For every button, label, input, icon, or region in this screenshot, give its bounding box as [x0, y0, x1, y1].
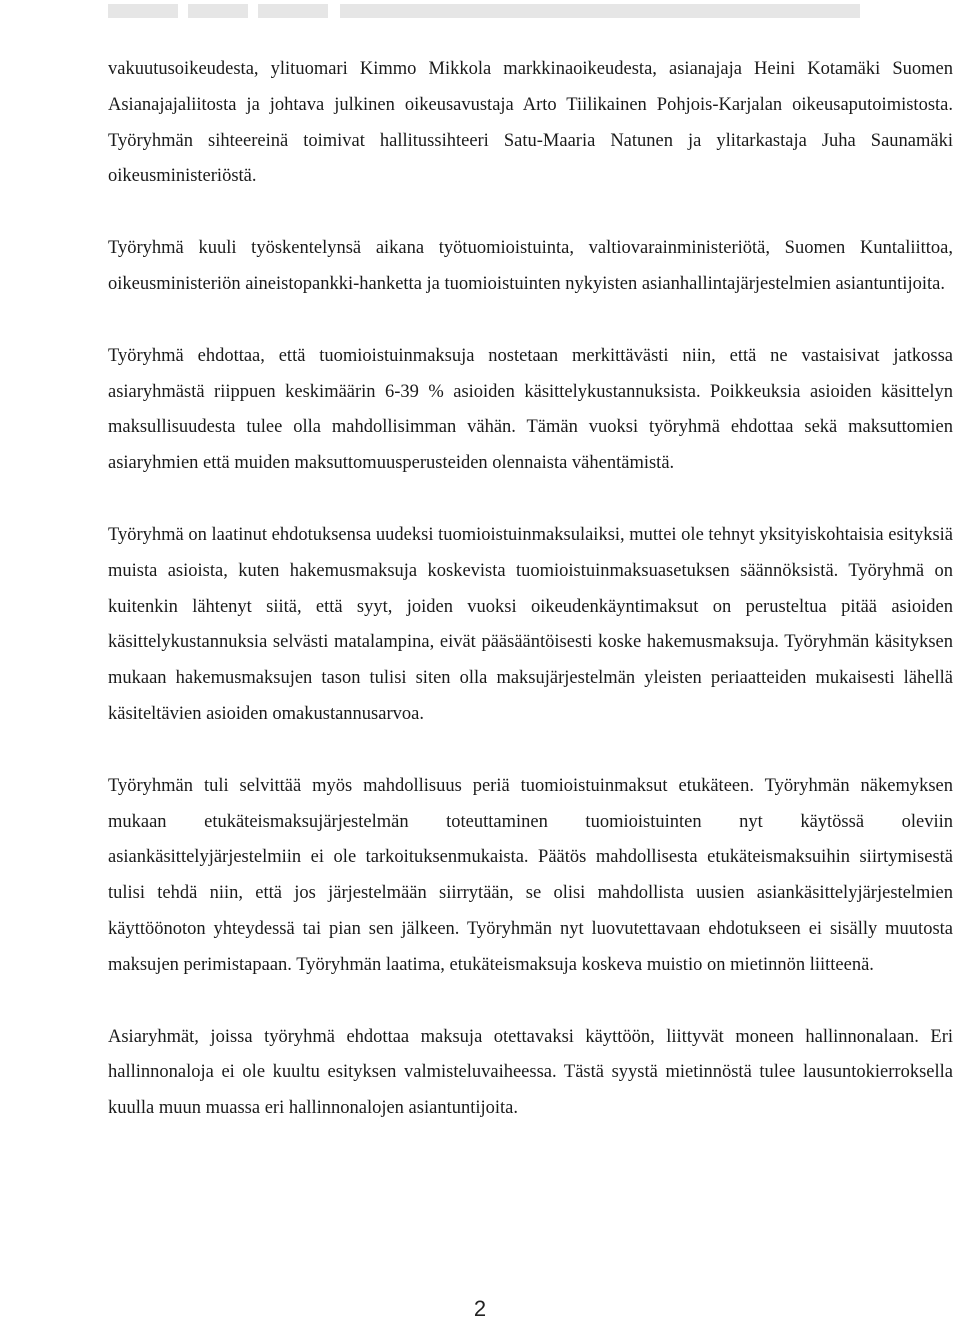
page-number: 2 — [473, 1296, 487, 1321]
scan-artifact-segment — [108, 4, 178, 18]
paragraph-6: Asiaryhmät, joissa työryhmä ehdottaa maksuja otettavaksi käyttöön, liittyvät moneen hallinnonalaan. Eri hallinnonaloja ei ole kuultu esityksen valmisteluvaiheessa. Tästä syystä mietinnöstä tulee lausuntokierroksella kuulla muun muassa eri hallinnonalojen asiantuntijoita. — [108, 1026, 953, 1119]
paragraph-4: Työryhmä on laatinut ehdotuksensa uudeksi tuomioistuinmaksulaiksi, muttei ole tehnyt yksityiskohtaisia esityksiä muista asioista, kuten hakemusmaksuja koskevista tuomioistuinmaksuasetuksen säännöksistä. Työryhmä on kuitenkin lähtenyt siitä, että syyt, joiden vuoksi oikeudenkäyntimaksut on perusteltua pitää asioiden käsittelykustannuksia selvästi matalampina, eivät pääsääntöisesti koske hakemusmaksuja. Työryhmän käsityksen mukaan hakemusmaksujen tason tulisi siten olla maksujärjestelmän yleisten periaatteiden mukaisesti lähellä käsiteltävien asioiden omakustannusarvoa. — [108, 524, 953, 724]
scan-artifact-segment — [188, 4, 248, 18]
scan-artifact-segment — [258, 4, 328, 18]
paragraph-2: Työryhmä kuuli työskentelynsä aikana työtuomioistuinta, valtiovarainministeriötä, Suomen Kuntaliittoa, oikeusministeriön aineistopankki-hanketta ja tuomioistuinten nykyisten asianhallintajärjestelmien asiantuntijoita. — [108, 238, 953, 294]
paragraph-3: Työryhmä ehdottaa, että tuomioistuinmaksuja nostetaan merkittävästi niin, että ne vastaisivat jatkossa asiaryhmästä riippuen keskimäärin 6-39 % asioiden käsittelykustannuksista. Poikkeuksia asioiden käsittelyn maksullisuudesta tulee olla mahdollisimman vähän. Tämän vuoksi työryhmä ehdottaa sekä maksuttomien asiaryhmien että muiden maksuttomuusperusteiden olennaista vähentämistä. — [108, 345, 953, 474]
scan-artifact-segment — [340, 4, 860, 18]
document-body — [108, 52, 953, 1127]
scan-header-artifact — [108, 0, 860, 22]
paragraph-1: vakuutusoikeudesta, ylituomari Kimmo Mikkola markkinaoikeudesta, asianajaja Heini Kotamäki Suomen Asianajajaliitosta ja johtava julkinen oikeusavustaja Arto Tiilikainen Pohjois-Karjalan oikeusaputoimistosta. Työryhmän sihteereinä toimivat hallitussihteeri Satu-Maaria Natunen ja ylitarkastaja Juha Saunamäki oikeusministeriöstä. — [108, 59, 953, 187]
paragraph-5: Työryhmän tuli selvittää myös mahdollisuus periä tuomioistuinmaksut etukäteen. Työryhmän näkemyksen mukaan etukäteismaksujärjestelmän toteuttaminen tuomioistuinten nyt käytössä oleviin asiankäsittelyjärjestelmiin ei ole tarkoituksenmukaista. Päätös mahdollisesta etukäteismaksuihin siirtymisestä tulisi tehdä niin, että jos järjestelmään siirrytään, se olisi mahdollista uusien asiankäsittelyjärjestelmien käyttöönoton yhteydessä tai pian sen jälkeen. Työryhmän nyt luovutettavaan ehdotukseen ei sisälly muutosta maksujen perimistapaan. Työryhmän laatima, etukäteismaksuja koskeva muistio on mietinnön liitteenä. — [108, 775, 953, 975]
